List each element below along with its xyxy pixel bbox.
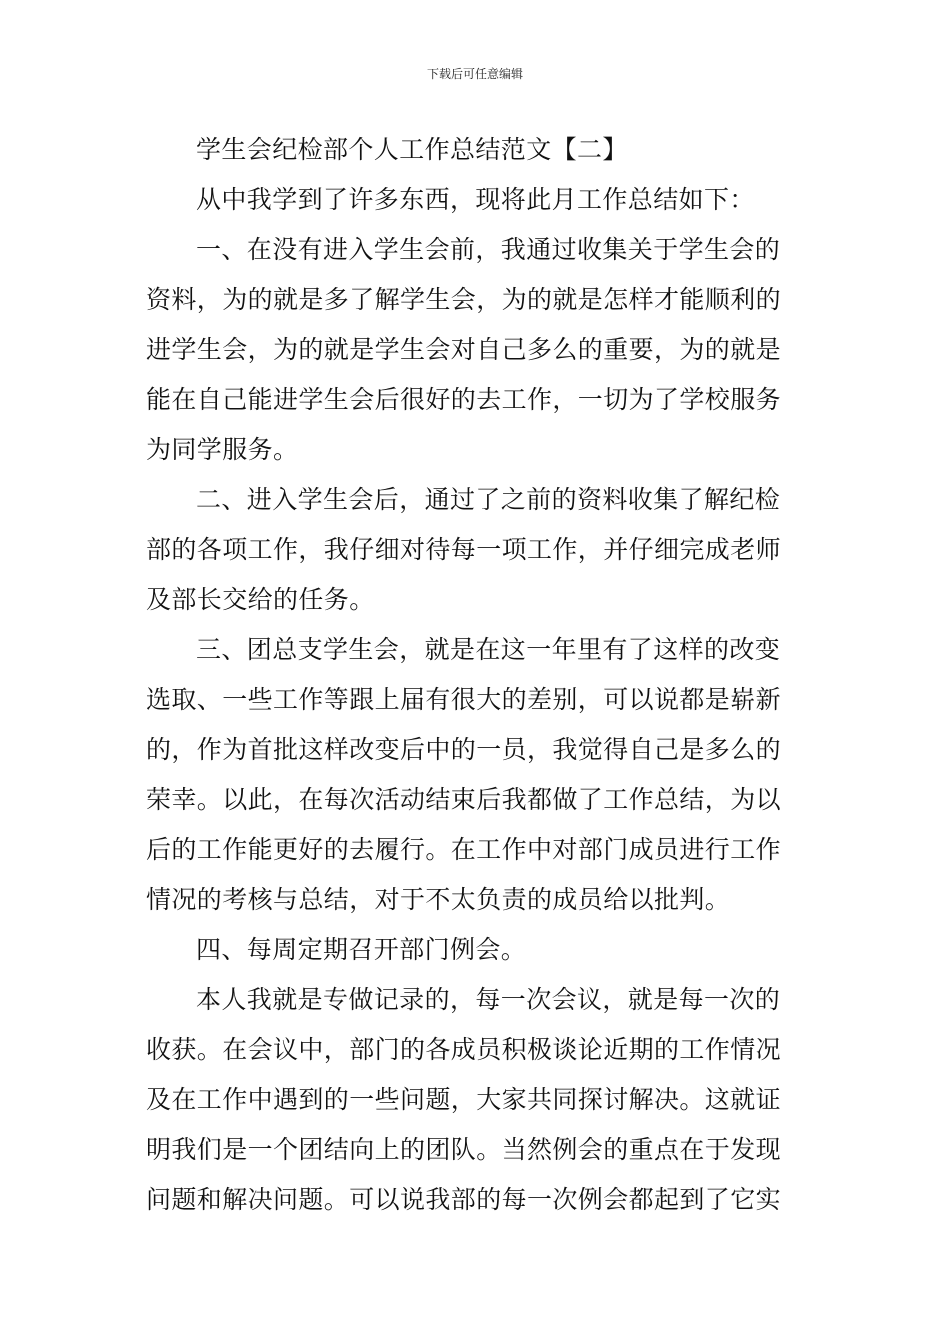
text-line: 荣幸。以此，在每次活动结束后我都做了工作总结，为以 xyxy=(146,785,782,814)
text-line: 选取、一些工作等跟上届有很大的差别，可以说都是崭新 xyxy=(146,685,782,714)
text-line: 本人我就是专做记录的，每一次会议，就是每一次的 xyxy=(196,985,781,1014)
text-line: 收获。在会议中，部门的各成员积极谈论近期的工作情况 xyxy=(146,1035,782,1064)
text-line: 从中我学到了许多东西，现将此月工作总结如下： xyxy=(196,185,755,214)
text-line: 二、进入学生会后，通过了之前的资料收集了解纪检 xyxy=(196,485,781,514)
text-line: 及在工作中遇到的一些问题，大家共同探讨解决。这就证 xyxy=(146,1085,782,1114)
text-line: 进学生会，为的就是学生会对自己多么的重要，为的就是 xyxy=(146,335,782,364)
document-title: 学生会纪检部个人工作总结范文【二】 xyxy=(196,135,628,164)
text-line: 的，作为首批这样改变后中的一员，我觉得自己是多么的 xyxy=(146,735,782,764)
text-line: 后的工作能更好的去履行。在工作中对部门成员进行工作 xyxy=(146,835,782,864)
text-line: 情况的考核与总结，对于不太负责的成员给以批判。 xyxy=(146,885,731,914)
text-line: 四、每周定期召开部门例会。 xyxy=(196,935,527,964)
text-line: 一、在没有进入学生会前，我通过收集关于学生会的 xyxy=(196,235,781,264)
text-line: 及部长交给的任务。 xyxy=(146,585,375,614)
text-line: 能在自己能进学生会后很好的去工作，一切为了学校服务 xyxy=(146,385,782,414)
text-line: 三、团总支学生会，就是在这一年里有了这样的改变 xyxy=(196,635,781,664)
text-line: 资料，为的就是多了解学生会，为的就是怎样才能顺利的 xyxy=(146,285,782,314)
text-line: 问题和解决问题。可以说我部的每一次例会都起到了它实 xyxy=(146,1185,782,1214)
text-line: 为同学服务。 xyxy=(146,435,299,464)
text-line: 部的各项工作，我仔细对待每一项工作，并仔细完成老师 xyxy=(146,535,782,564)
page-header: 下载后可任意编辑 xyxy=(426,67,523,81)
document-body xyxy=(146,125,808,1225)
text-line: 明我们是一个团结向上的团队。当然例会的重点在于发现 xyxy=(146,1135,782,1164)
